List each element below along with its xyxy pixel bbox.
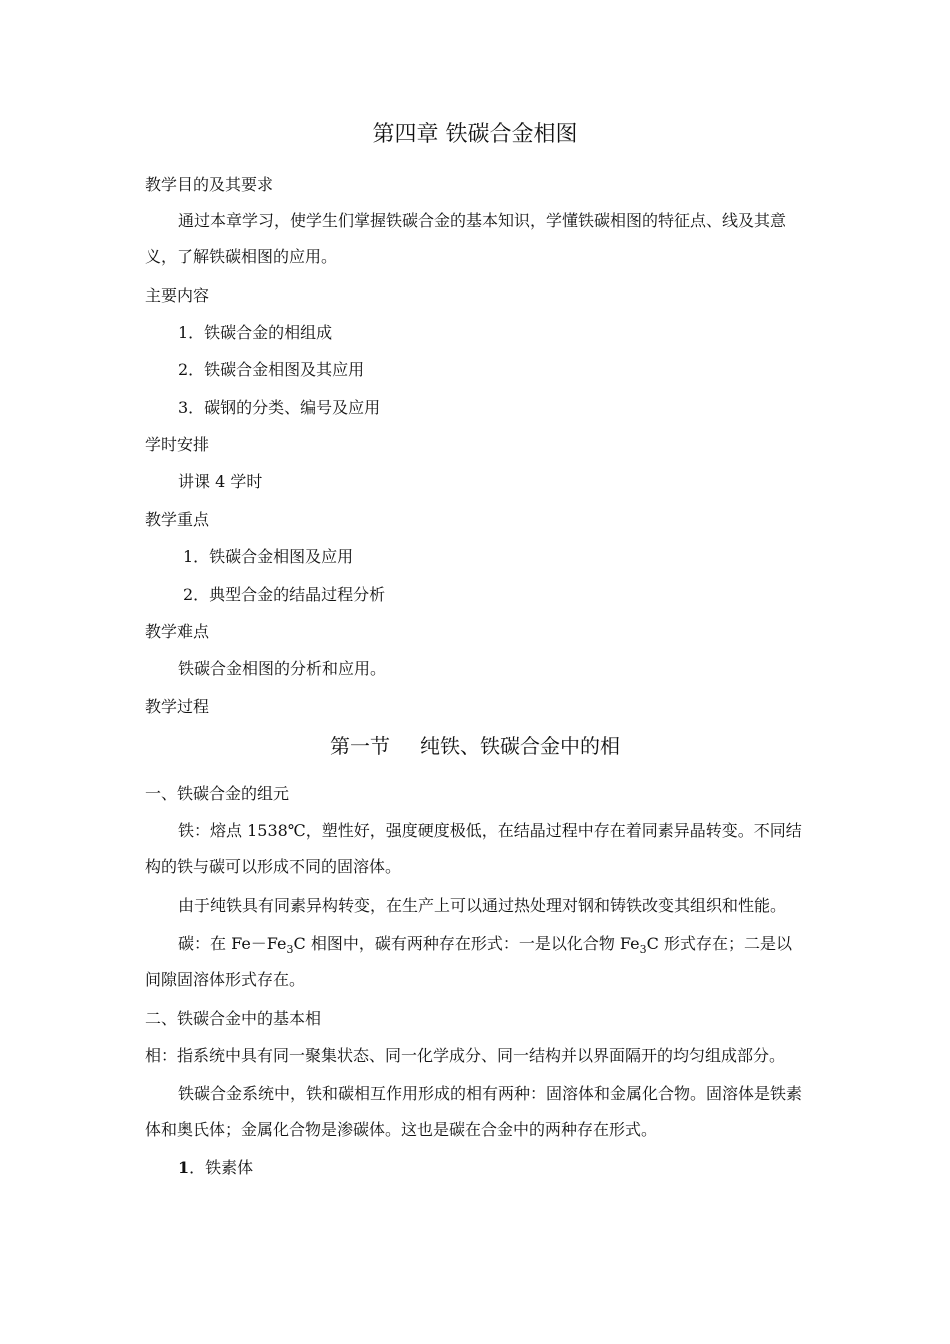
objectives-text: 通过本章学习，使学生们掌握铁碳合金的基本知识，学懂铁碳相图的特征点、线及其意义，了解铁碳相图的应用。 bbox=[145, 211, 787, 266]
main-content-item-2: 2．铁碳合金相图及其应用 bbox=[178, 360, 365, 379]
main-content-item-1: 1．铁碳合金的相组成 bbox=[178, 323, 333, 342]
schedule-heading: 学时安排 bbox=[145, 435, 210, 454]
system-text: 铁碳合金系统中，铁和碳相互作用形成的相有两种：固溶体和金属化合物。固溶体是铁素体和奥氏体；金属化合物是渗碳体。这也是碳在合金中的两种存在形式。 bbox=[145, 1084, 803, 1139]
key-point-item-2: 2．典型合金的结晶过程分析 bbox=[183, 585, 386, 604]
section-number: 第一节 bbox=[330, 734, 390, 758]
key-points-heading: 教学重点 bbox=[145, 510, 210, 529]
phase-definition: 相：指系统中具有同一聚集状态、同一化学成分、同一结构并以界面隔开的均匀组成部分。 bbox=[145, 1046, 786, 1065]
part2-heading: 二、铁碳合金中的基本相 bbox=[145, 1009, 322, 1028]
main-content-heading: 主要内容 bbox=[145, 286, 210, 305]
iron-text: 铁：熔点 1538℃，塑性好，强度硬度极低，在结晶过程中存在着同素异晶转变。不同结构的铁与碳可以形成不同的固溶体。 bbox=[145, 821, 802, 876]
main-content-item-3: 3．碳钢的分类、编号及应用 bbox=[178, 398, 381, 417]
difficulties-text: 铁碳合金相图的分析和应用。 bbox=[178, 659, 387, 678]
part1-heading: 一、铁碳合金的组元 bbox=[145, 784, 290, 803]
section-name: 纯铁、铁碳合金中的相 bbox=[420, 734, 620, 758]
difficulties-heading: 教学难点 bbox=[145, 622, 210, 641]
section-title bbox=[0, 732, 950, 760]
process-heading: 教学过程 bbox=[145, 697, 210, 716]
item-ferrite: 1．铁素体 bbox=[178, 1158, 254, 1177]
iron-text-2: 由于纯铁具有同素异构转变，在生产上可以通过热处理对钢和铸铁改变其组织和性能。 bbox=[178, 896, 787, 915]
objectives-heading: 教学目的及其要求 bbox=[145, 175, 274, 194]
chapter-title: 第四章 铁碳合金相图 bbox=[372, 122, 578, 147]
schedule-text: 讲课 4 学时 bbox=[178, 472, 263, 491]
key-point-item-1: 1．铁碳合金相图及应用 bbox=[183, 547, 354, 566]
carbon-text: 碳：在 $Fe-Fe_3C$ 相图中，碳有两种存在形式：一是以化合物 $Fe_3C$ 形式存在；二是以间隙固溶体形式存在。 bbox=[145, 934, 792, 989]
